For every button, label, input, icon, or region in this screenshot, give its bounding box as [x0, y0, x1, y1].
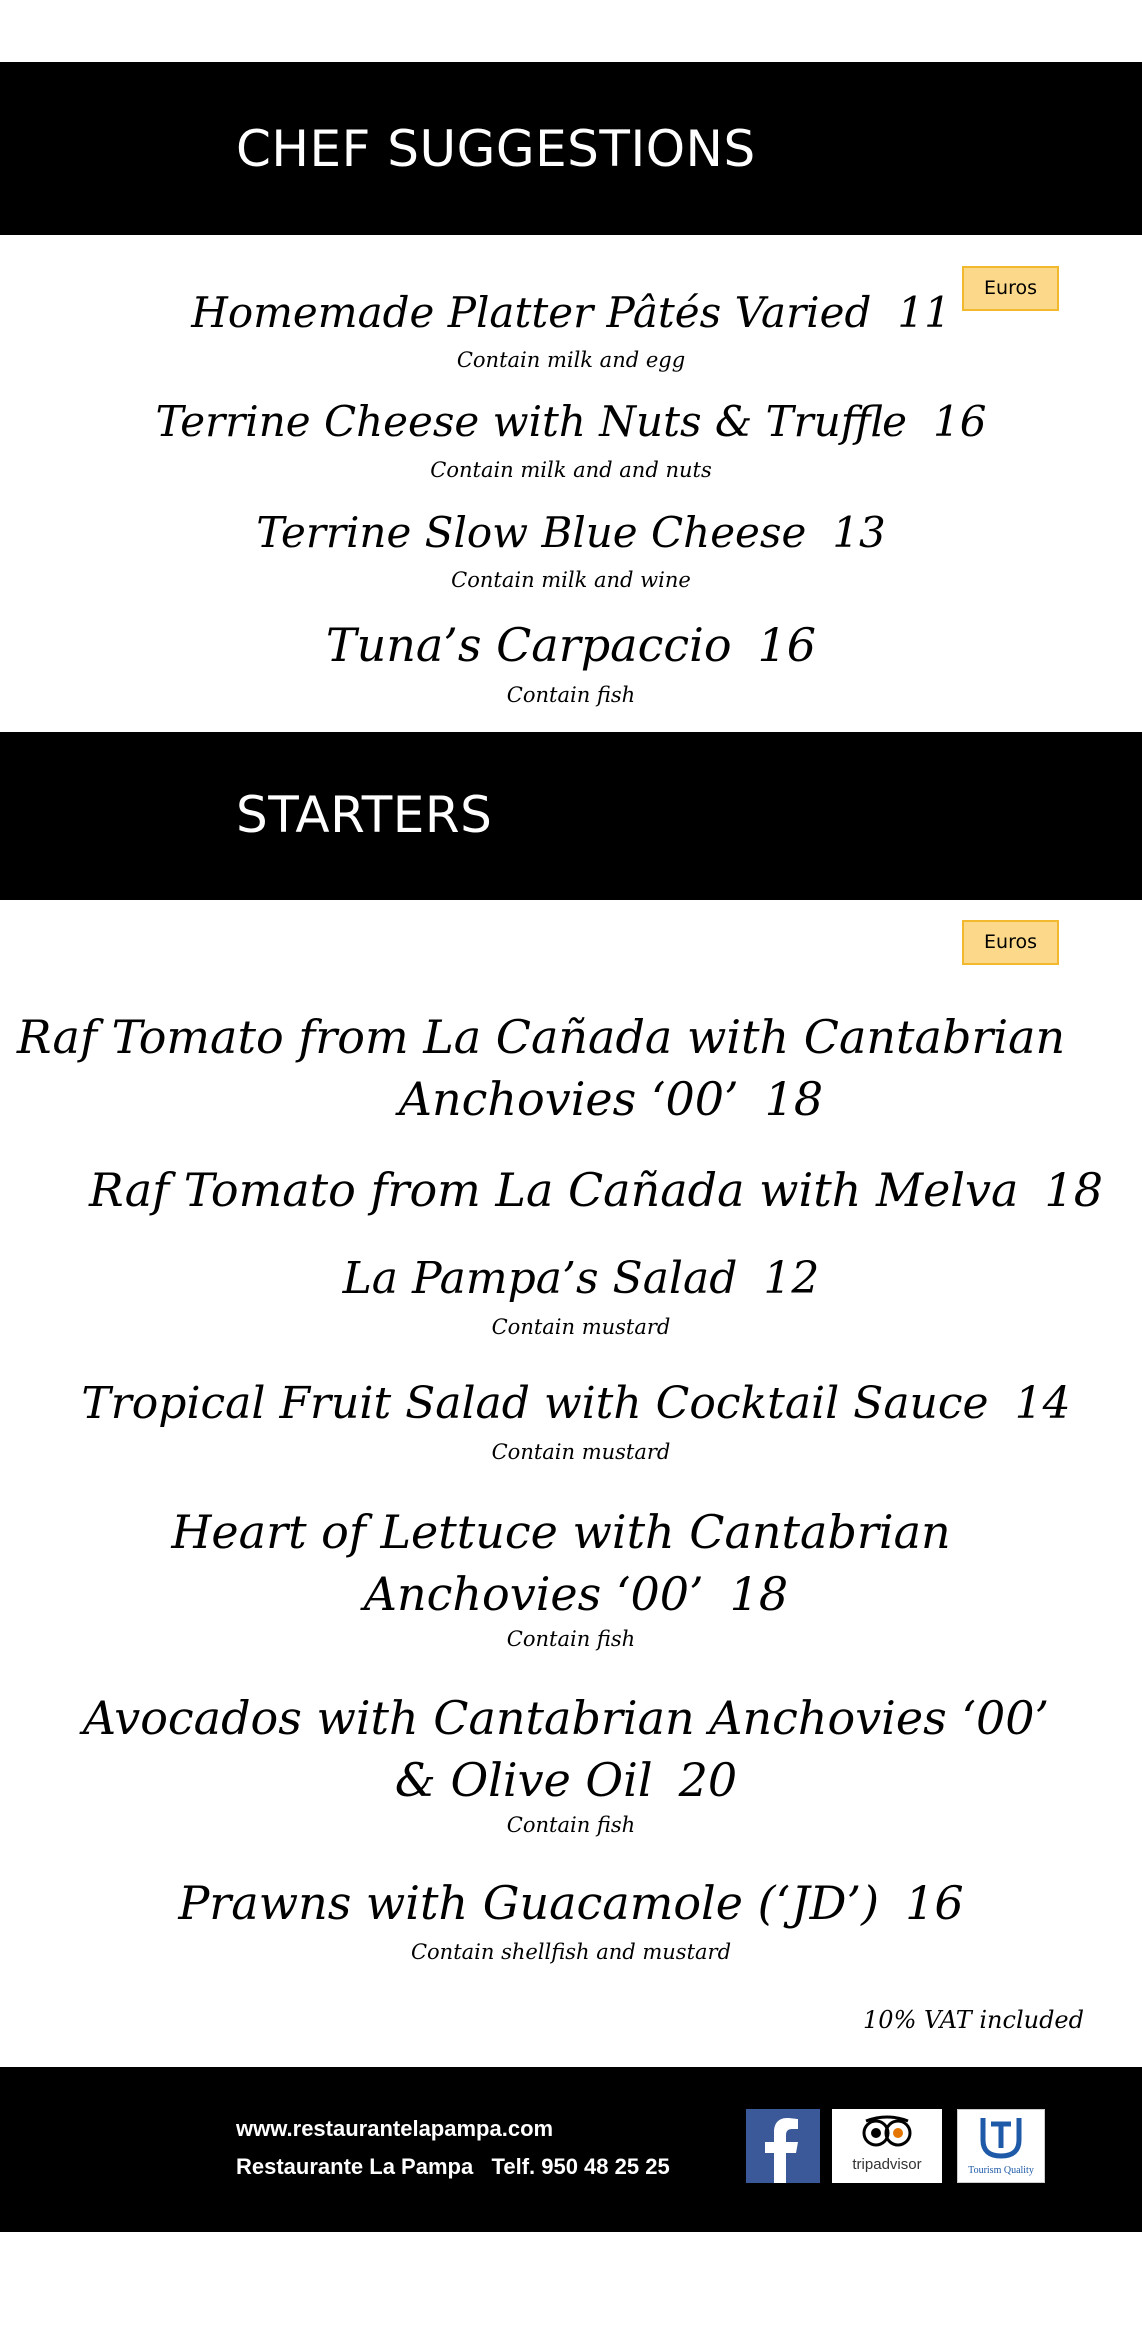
contact-line: Restaurante La Pampa Telf. 950 48 25 25 — [236, 2154, 670, 2179]
tripadvisor-logo[interactable] — [832, 2109, 942, 2183]
allergen-note: Contain mustard — [491, 1440, 671, 1464]
dish-name-line1: Heart of Lettuce with Cantabrian — [171, 1505, 951, 1559]
menu-item — [0, 1006, 1142, 1130]
dish-price: 11 — [897, 288, 951, 337]
dish-name: La Pampa’s Salad — [342, 1253, 738, 1304]
chef-suggestions-title: CHEF SUGGESTIONS — [236, 120, 756, 178]
dish-name: Raf Tomato from La Cañada with Melva — [89, 1163, 1019, 1217]
allergen-note: Contain shellfish and mustard — [410, 1940, 732, 1964]
dish-name: Homemade Platter Pâtés Varied — [191, 288, 872, 337]
dish-name-line2: Anchovies ‘00’ — [398, 1072, 739, 1126]
dish-price: 18 — [729, 1567, 789, 1621]
quality-seal — [957, 2109, 1045, 2183]
quality-seal-text: Tourism Quality — [968, 2165, 1034, 2176]
dish-name: Terrine Cheese with Nuts & Truffle — [155, 397, 908, 446]
allergen-note: Contain fish — [506, 1627, 636, 1651]
vat-note: 10% VAT included — [863, 2006, 1084, 2034]
menu-item — [0, 288, 1142, 337]
dish-name: Prawns with Guacamole (‘JD’) — [178, 1876, 880, 1930]
dish-name: Terrine Slow Blue Cheese — [256, 508, 807, 557]
dish-name: Tuna’s Carpaccio — [325, 618, 732, 672]
allergen-note: Contain fish — [506, 1813, 636, 1837]
footer — [0, 2067, 1142, 2232]
menu-item — [0, 1687, 1142, 1811]
dish-price: 16 — [905, 1876, 964, 1930]
dish-name-line2: Anchovies ‘00’ — [363, 1567, 704, 1621]
starters-title: STARTERS — [236, 786, 493, 844]
currency-badge: Euros — [962, 266, 1059, 311]
menu-item — [0, 1163, 1142, 1217]
dish-name-line1: Avocados with Cantabrian Anchovies ‘00’ — [82, 1691, 1050, 1745]
menu-item — [0, 1378, 1142, 1429]
dish-price: 20 — [678, 1753, 738, 1807]
menu-item — [0, 1253, 1142, 1304]
allergen-note: Contain mustard — [491, 1315, 671, 1339]
tripadvisor-text: tripadvisor — [852, 2156, 922, 2173]
dish-price: 18 — [1044, 1163, 1103, 1217]
allergen-note: Contain milk and egg — [456, 348, 686, 372]
allergen-note: Contain fish — [506, 683, 636, 707]
dish-name-line2: & Olive Oil — [394, 1753, 653, 1807]
dish-price: 18 — [764, 1072, 824, 1126]
allergen-note: Contain milk and and nuts — [430, 458, 712, 482]
dish-price: 13 — [832, 508, 886, 557]
menu-item — [0, 618, 1142, 672]
currency-badge: Euros — [962, 920, 1059, 965]
dish-name-line1: Raf Tomato from La Cañada with Cantabrian — [16, 1010, 1066, 1064]
facebook-icon[interactable] — [746, 2109, 820, 2183]
dish-price: 14 — [1014, 1378, 1071, 1429]
menu-item — [0, 1876, 1142, 1930]
starters-header — [0, 732, 1142, 900]
chef-suggestions-header — [0, 62, 1142, 235]
menu-item — [0, 1501, 1142, 1625]
allergen-note: Contain milk and wine — [451, 568, 691, 592]
dish-price: 12 — [763, 1253, 820, 1304]
menu-item — [0, 508, 1142, 557]
dish-price: 16 — [933, 397, 987, 446]
dish-name: Tropical Fruit Salad with Cocktail Sauce — [81, 1378, 989, 1429]
menu-item — [0, 397, 1142, 446]
dish-price: 16 — [757, 618, 817, 672]
website-link[interactable]: www.restaurantelapampa.com — [236, 2116, 554, 2141]
